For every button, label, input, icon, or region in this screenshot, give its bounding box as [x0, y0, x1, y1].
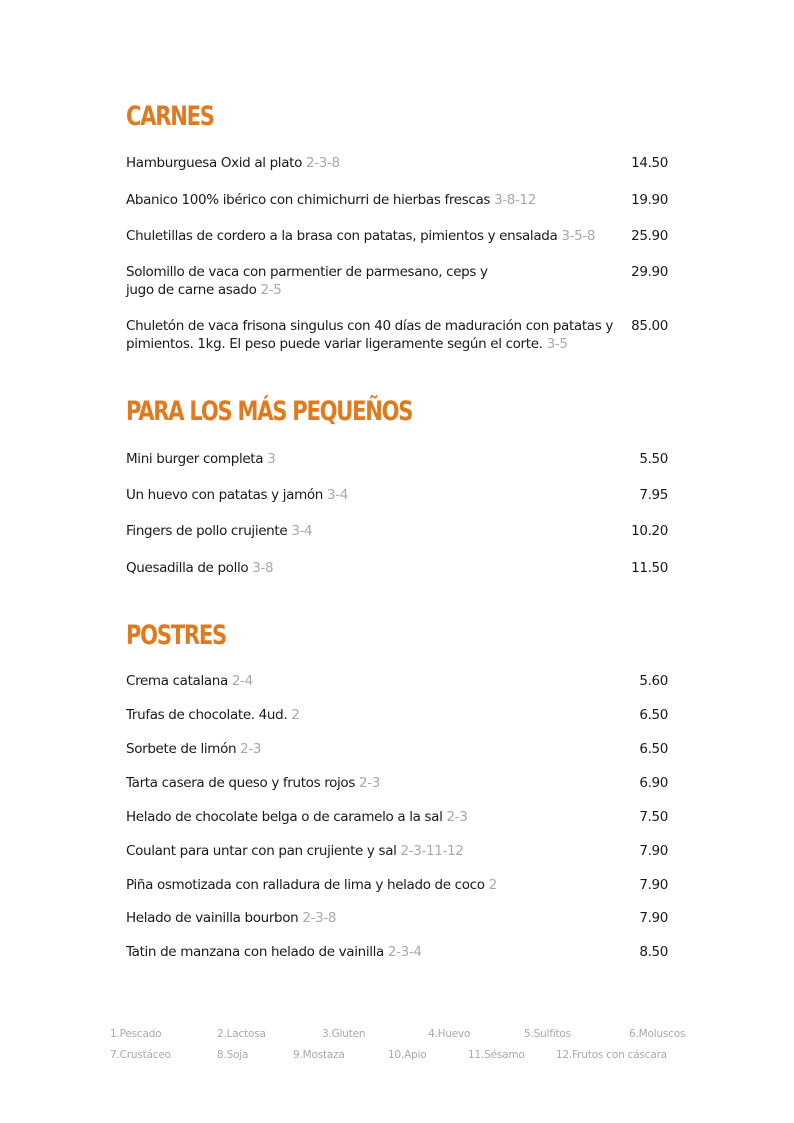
item-name-line: [126, 740, 668, 758]
item-allergens: 2-3: [446, 809, 468, 825]
item-name-line: [126, 263, 668, 299]
item-name-line: [126, 774, 668, 792]
menu-item: [126, 842, 668, 860]
item-price: 7.90: [639, 843, 668, 859]
item-name: Piña osmotizada con ralladura de lima y helado de coco: [126, 877, 485, 893]
item-name: Abanico 100% ibérico con chimichurri de hierbas frescas: [126, 192, 491, 208]
item-price: 10.20: [631, 523, 668, 539]
item-name-line: [126, 706, 668, 724]
menu-item: [126, 876, 668, 894]
item-allergens: 2-3-11-12: [400, 843, 464, 859]
item-name: Crema catalana: [126, 673, 228, 689]
item-allergens: 3-5-8: [561, 228, 596, 244]
item-allergens: 2: [488, 877, 497, 893]
item-allergens: 2-3-8: [302, 910, 337, 926]
item-name: Helado de vainilla bourbon: [126, 910, 299, 926]
item-price: 85.00: [631, 318, 668, 334]
item-price: 5.50: [639, 451, 668, 467]
allergen-legend-item: 7.Crustáceo: [110, 1049, 171, 1061]
section-title-postres: POSTRES: [126, 620, 226, 651]
item-price: 7.50: [639, 809, 668, 825]
item-name-line: [126, 486, 668, 504]
allergen-legend-item: 10.Apio: [388, 1049, 427, 1061]
item-name: Quesadilla de pollo: [126, 560, 249, 576]
item-name-line: [126, 317, 656, 353]
item-name-line: [126, 227, 668, 245]
menu-item: [126, 486, 668, 504]
menu-item: [126, 191, 668, 209]
menu-item: [126, 943, 668, 961]
allergen-legend-item: 9.Mostaza: [293, 1049, 345, 1061]
item-allergens: 3-8-12: [494, 192, 537, 208]
item-allergens: 2-3: [240, 741, 262, 757]
menu-item: [126, 909, 668, 927]
item-name: Chuletillas de cordero a la brasa con patatas, pimientos y ensalada: [126, 228, 558, 244]
item-name-line: [126, 842, 668, 860]
menu-item: [126, 263, 668, 299]
menu-item: [126, 559, 668, 577]
item-price: 29.90: [631, 264, 668, 280]
item-name: Solomillo de vaca con parmentier de parmesano, ceps y jugo de carne asado: [126, 264, 488, 298]
item-name: Trufas de chocolate. 4ud.: [126, 707, 288, 723]
item-name: Mini burger completa: [126, 451, 264, 467]
allergen-legend-item: 8.Soja: [217, 1049, 249, 1061]
item-name-line: [126, 154, 668, 172]
item-price: 6.50: [639, 707, 668, 723]
item-name: Tarta casera de queso y frutos rojos: [126, 775, 355, 791]
item-price: 19.90: [631, 192, 668, 208]
item-price: 7.90: [639, 910, 668, 926]
item-name: Tatin de manzana con helado de vainilla: [126, 944, 384, 960]
section-title-kids: PARA LOS MÁS PEQUEÑOS: [126, 396, 413, 427]
allergen-legend-item: 4.Huevo: [428, 1028, 471, 1040]
item-name: Helado de chocolate belga o de caramelo a la sal: [126, 809, 443, 825]
item-name: Hamburguesa Oxid al plato: [126, 155, 302, 171]
item-price: 25.90: [631, 228, 668, 244]
allergen-legend-item: 6.Moluscos: [629, 1028, 686, 1040]
item-name: Un huevo con patatas y jamón: [126, 487, 323, 503]
allergen-legend-item: 2.Lactosa: [217, 1028, 266, 1040]
menu-item: [126, 227, 668, 245]
item-price: 7.90: [639, 877, 668, 893]
item-allergens: 2-5: [260, 282, 282, 298]
item-name-line: [126, 450, 668, 468]
item-price: 14.50: [631, 155, 668, 171]
item-price: 6.90: [639, 775, 668, 791]
menu-item: [126, 774, 668, 792]
menu-item: [126, 522, 668, 540]
allergen-legend-item: 11.Sésamo: [468, 1049, 525, 1061]
item-allergens: 2-4: [231, 673, 253, 689]
item-name-line: [126, 559, 668, 577]
item-name: Chuletón de vaca frisona singulus con 40 días de maduración con patatas y pimientos. 1kg. El peso puede variar ligeramente según el corte.: [126, 318, 613, 352]
item-allergens: 2-3: [358, 775, 380, 791]
item-allergens: 3-4: [291, 523, 313, 539]
item-allergens: 3-5: [546, 336, 568, 352]
item-allergens: 3-8: [252, 560, 274, 576]
item-price: 11.50: [631, 560, 668, 576]
menu-item: [126, 706, 668, 724]
item-price: 5.60: [639, 673, 668, 689]
menu-item: [126, 672, 668, 690]
item-name-line: [126, 943, 668, 961]
item-allergens: 2: [291, 707, 300, 723]
item-name-line: [126, 672, 668, 690]
item-price: 8.50: [639, 944, 668, 960]
item-name: Sorbete de limón: [126, 741, 237, 757]
allergen-legend-item: 1.Pescado: [110, 1028, 162, 1040]
allergen-legend-item: 5.Sulfitos: [524, 1028, 571, 1040]
item-name: Fingers de pollo crujiente: [126, 523, 288, 539]
item-allergens: 2-3-4: [387, 944, 422, 960]
menu-item: [126, 317, 668, 353]
item-name-line: [126, 909, 668, 927]
menu-item: [126, 154, 668, 172]
menu-item: [126, 450, 668, 468]
menu-item: [126, 740, 668, 758]
item-allergens: 3-4: [326, 487, 348, 503]
allergen-legend-item: 3.Gluten: [322, 1028, 366, 1040]
section-title-carnes: CARNES: [126, 101, 214, 132]
item-name-line: [126, 876, 668, 894]
item-price: 7.95: [639, 487, 668, 503]
item-price: 6.50: [639, 741, 668, 757]
item-name-line: [126, 191, 668, 209]
item-allergens: 2-3-8: [305, 155, 340, 171]
item-allergens: 3: [267, 451, 276, 467]
item-name-line: [126, 522, 668, 540]
menu-item: [126, 808, 668, 826]
allergen-legend-item: 12.Frutos con cáscara: [556, 1049, 667, 1061]
item-name: Coulant para untar con pan crujiente y sal: [126, 843, 397, 859]
item-name-line: [126, 808, 668, 826]
